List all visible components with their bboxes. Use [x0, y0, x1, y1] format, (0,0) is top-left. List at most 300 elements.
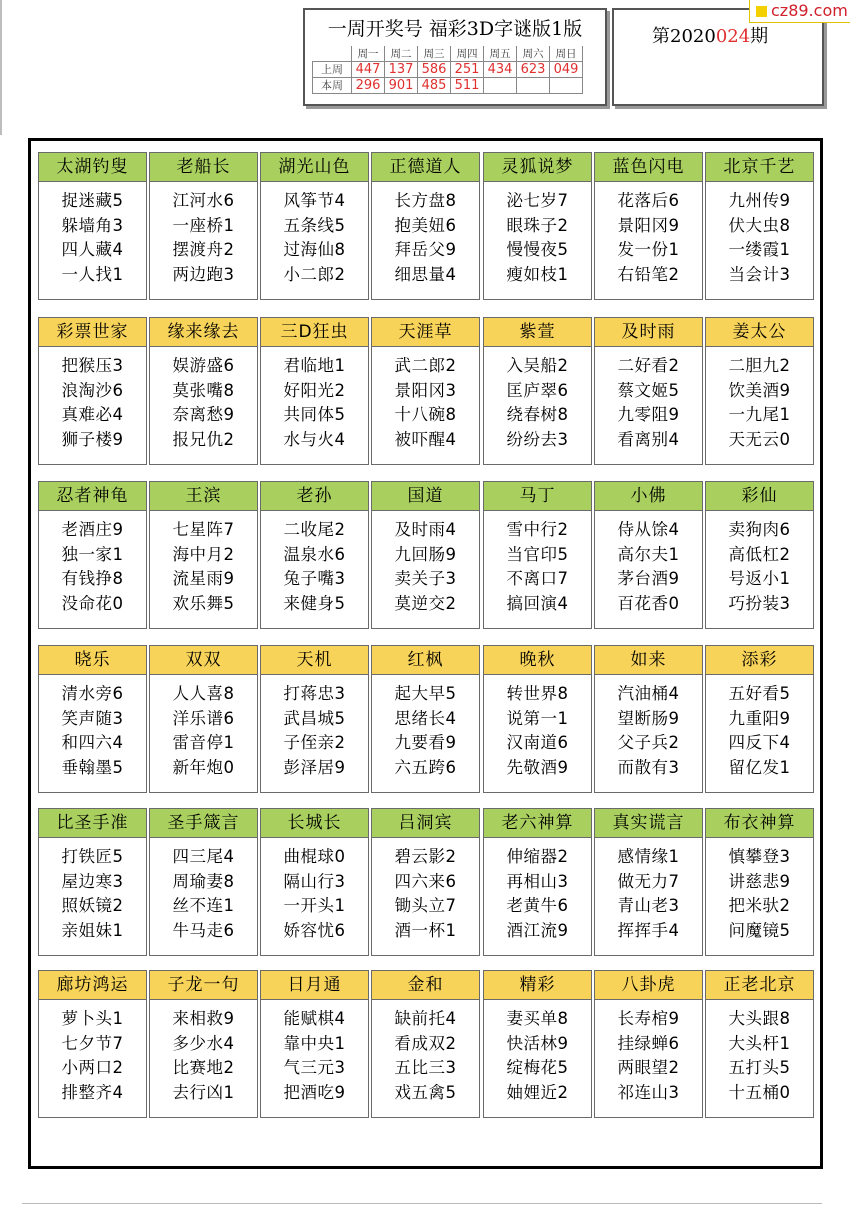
riddle-card: [483, 481, 592, 629]
riddle-card: [371, 808, 480, 956]
riddle-line: 酒江流9: [506, 920, 569, 940]
card-author: 双双: [150, 646, 257, 675]
riddle-line: 纷纷去3: [506, 429, 569, 449]
card-author: 日月通: [261, 971, 368, 1000]
riddle-line: 兔子嘴3: [283, 569, 346, 588]
riddle-line: 妻买单8: [506, 1009, 569, 1028]
card-riddle-list: [150, 189, 257, 287]
riddle-line: 排整齐4: [61, 1082, 124, 1102]
riddle-line: 景阳冈9: [617, 215, 680, 235]
riddle-line: 拜岳父9: [394, 240, 457, 259]
card-author: 八卦虎: [595, 971, 702, 1000]
riddle-card: [371, 481, 480, 629]
card-author: 精彩: [484, 971, 591, 1000]
riddle-card: [483, 152, 592, 300]
riddle-card: [371, 152, 480, 300]
card-riddle-list: [261, 682, 368, 780]
riddle-line: 望断肠9: [617, 708, 680, 728]
riddle-line: 锄头立7: [394, 896, 457, 915]
riddle-card: [149, 970, 258, 1118]
card-riddle-list: [484, 1007, 591, 1105]
card-author: 廊坊鸿运: [39, 971, 146, 1000]
riddle-card: [483, 808, 592, 956]
riddle-line: 奈离愁9: [172, 405, 235, 424]
card-author: 真实谎言: [595, 809, 702, 838]
card-riddle-list: [372, 518, 479, 616]
riddle-line: 七夕节7: [61, 1033, 124, 1053]
riddle-card: [705, 317, 814, 465]
card-author: 老船长: [150, 153, 257, 182]
riddle-line: 一九尾1: [728, 405, 791, 424]
draw-number: 623: [517, 62, 550, 78]
card-author: 晚秋: [484, 646, 591, 675]
riddle-line: 四三尾4: [172, 847, 235, 866]
riddle-line: 五打头5: [728, 1058, 791, 1077]
riddle-line: 两边跑3: [172, 264, 235, 284]
riddle-line: 一座桥1: [172, 215, 235, 235]
card-author: 天机: [261, 646, 368, 675]
riddle-line: 武昌城5: [283, 708, 346, 728]
card-riddle-list: [595, 354, 702, 452]
riddle-line: 酒一杯1: [394, 920, 457, 940]
riddle-line: 做无力7: [617, 871, 680, 891]
draw-number: 251: [451, 62, 484, 78]
riddle-line: 大头跟8: [728, 1009, 791, 1028]
riddle-line: 风筝节4: [283, 191, 346, 210]
riddle-line: 发一份1: [617, 240, 680, 259]
draw-number: 485: [418, 78, 451, 94]
riddle-line: 绕春树8: [506, 405, 569, 424]
card-author: 小佛: [595, 482, 702, 511]
card-author: 彩仙: [706, 482, 813, 511]
riddle-line: 当会计3: [728, 264, 791, 284]
riddle-line: 看成双2: [394, 1033, 457, 1053]
riddle-card: [260, 317, 369, 465]
day-header: 周日: [550, 46, 583, 62]
left-edge-rule: [0, 0, 2, 135]
riddle-card: [260, 808, 369, 956]
riddle-line: 小两口2: [61, 1058, 124, 1077]
riddle-line: 垂翰墨5: [61, 757, 124, 777]
card-author: 长城长: [261, 809, 368, 838]
card-author: 太湖钓叟: [39, 153, 146, 182]
riddle-line: 狮子楼9: [61, 429, 124, 449]
riddle-card: [38, 317, 147, 465]
card-riddle-list: [484, 189, 591, 287]
card-author: 子龙一句: [150, 971, 257, 1000]
riddle-line: 靠中央1: [283, 1033, 346, 1053]
card-riddle-list: [261, 845, 368, 943]
card-riddle-list: [372, 682, 479, 780]
riddle-line: 入吴船2: [506, 356, 569, 375]
riddle-line: 慎攀登3: [728, 847, 791, 866]
riddle-line: 匡庐翠6: [506, 380, 569, 400]
riddle-line: 摆渡舟2: [172, 240, 235, 259]
draw-number: 137: [385, 62, 418, 78]
riddle-line: 汽油桶4: [617, 684, 680, 703]
riddle-card: [260, 152, 369, 300]
card-riddle-list: [372, 189, 479, 287]
riddle-grid: [28, 138, 823, 1169]
riddle-line: 江河水6: [172, 191, 235, 210]
riddle-line: 莫张嘴8: [172, 380, 235, 400]
riddle-line: 六五跨6: [394, 757, 457, 777]
riddle-line: 挂绿蝉6: [617, 1033, 680, 1053]
riddle-line: 景阳冈3: [394, 380, 457, 400]
card-author: 正德道人: [372, 153, 479, 182]
day-header: 周四: [451, 46, 484, 62]
card-riddle-list: [150, 354, 257, 452]
riddle-line: 莫逆交2: [394, 593, 457, 613]
card-riddle-list: [595, 682, 702, 780]
card-riddle-list: [261, 518, 368, 616]
riddle-card: [705, 481, 814, 629]
riddle-card: [38, 481, 147, 629]
issue-prefix: 第2020: [652, 26, 716, 47]
riddle-card: [371, 970, 480, 1118]
draw-number: 447: [352, 62, 385, 78]
riddle-line: 说第一1: [506, 708, 569, 728]
riddle-line: 亲姐妹1: [61, 920, 124, 940]
card-riddle-list: [39, 845, 146, 943]
riddle-line: 巧扮装3: [728, 593, 791, 613]
card-author: 忍者神龟: [39, 482, 146, 511]
card-author: 北京千艺: [706, 153, 813, 182]
table-row-last-week: [313, 62, 583, 78]
riddle-line: 九州传9: [728, 191, 791, 210]
riddle-line: 不离口7: [506, 569, 569, 588]
riddle-line: 长方盘8: [394, 191, 457, 210]
riddle-line: 老酒庄9: [61, 520, 124, 539]
card-riddle-list: [484, 845, 591, 943]
riddle-line: 四人藏4: [61, 240, 124, 259]
riddle-line: 打蒋忠3: [283, 684, 346, 703]
riddle-line: 青山老3: [617, 896, 680, 915]
card-author: 红枫: [372, 646, 479, 675]
card-riddle-list: [39, 1007, 146, 1105]
draw-number: 434: [484, 62, 517, 78]
riddle-line: 先敬酒9: [506, 757, 569, 777]
riddle-card: [483, 317, 592, 465]
card-riddle-list: [261, 354, 368, 452]
card-riddle-list: [39, 354, 146, 452]
riddle-line: 子侄亲2: [283, 733, 346, 752]
riddle-line: 七星阵7: [172, 520, 235, 539]
riddle-line: 留亿发1: [728, 757, 791, 777]
riddle-line: 二好看2: [617, 356, 680, 375]
riddle-card: [260, 481, 369, 629]
riddle-line: 去行凶1: [172, 1082, 235, 1102]
card-author: 姜太公: [706, 318, 813, 347]
issue-number: [652, 22, 768, 48]
riddle-line: 海中月2: [172, 544, 235, 564]
card-riddle-list: [484, 682, 591, 780]
riddle-line: 当官印5: [506, 544, 569, 564]
card-author: 天涯草: [372, 318, 479, 347]
riddle-line: 百花香0: [617, 593, 680, 613]
riddle-line: 父子兵2: [617, 733, 680, 752]
card-riddle-list: [484, 518, 591, 616]
riddle-line: 两眼望2: [617, 1058, 680, 1077]
riddle-line: 多少水4: [172, 1033, 235, 1053]
riddle-line: 四六来6: [394, 871, 457, 891]
riddle-line: 牛马走6: [172, 920, 235, 940]
riddle-line: 好阳光2: [283, 380, 346, 400]
riddle-card: [38, 152, 147, 300]
riddle-card: [483, 645, 592, 793]
card-author: 金和: [372, 971, 479, 1000]
card-author: 布衣神算: [706, 809, 813, 838]
riddle-line: 伸缩器2: [506, 847, 569, 866]
riddle-line: 快活林9: [506, 1033, 569, 1053]
riddle-line: 把酒吃9: [283, 1082, 346, 1102]
table-row-this-week: [313, 78, 583, 94]
riddle-line: 绽梅花5: [506, 1058, 569, 1077]
riddle-line: 娇容忧6: [283, 920, 346, 940]
riddle-card: [260, 645, 369, 793]
card-riddle-list: [39, 682, 146, 780]
riddle-card: [260, 970, 369, 1118]
card-riddle-list: [150, 682, 257, 780]
riddle-line: 挥挥手4: [617, 920, 680, 940]
card-author: 缘来缘去: [150, 318, 257, 347]
card-riddle-list: [706, 189, 813, 287]
day-header: 周五: [484, 46, 517, 62]
riddle-line: 瘦如枝1: [506, 264, 569, 284]
riddle-line: 能赋棋4: [283, 1009, 346, 1028]
draw-number: [517, 78, 550, 94]
riddle-line: 饮美酒9: [728, 380, 791, 400]
riddle-line: 右铅笔2: [617, 264, 680, 284]
riddle-line: 祁连山3: [617, 1082, 680, 1102]
riddle-card: [371, 645, 480, 793]
riddle-line: 没命花0: [61, 593, 124, 613]
draw-number: [550, 78, 583, 94]
riddle-line: 武二郎2: [394, 356, 457, 375]
card-author: 及时雨: [595, 318, 702, 347]
riddle-line: 九零阻9: [617, 405, 680, 424]
riddle-card: [38, 645, 147, 793]
card-author: 老六神算: [484, 809, 591, 838]
card-riddle-list: [372, 1007, 479, 1105]
riddle-line: 娱游盛6: [172, 356, 235, 375]
riddle-line: 卖关子3: [394, 569, 457, 588]
riddle-line: 长寿棺9: [617, 1009, 680, 1028]
riddle-line: 泌七岁7: [506, 191, 569, 210]
riddle-line: 雪中行2: [506, 520, 569, 539]
riddle-line: 气三元3: [283, 1058, 346, 1077]
riddle-card: [705, 808, 814, 956]
riddle-line: 汉南道6: [506, 733, 569, 752]
weekly-draw-table: [312, 46, 583, 94]
card-author: 灵狐说梦: [484, 153, 591, 182]
riddle-line: 转世界8: [506, 684, 569, 703]
riddle-card: [38, 808, 147, 956]
riddle-line: 抱美妞6: [394, 215, 457, 235]
riddle-card: [594, 808, 703, 956]
riddle-card: [705, 970, 814, 1118]
day-header: 周二: [385, 46, 418, 62]
site-watermark[interactable]: [749, 0, 850, 23]
card-author: 三D狂虫: [261, 318, 368, 347]
card-riddle-list: [261, 189, 368, 287]
riddle-line: 一缕霞1: [728, 240, 791, 259]
riddle-line: 妯娌近2: [506, 1082, 569, 1102]
day-header: 周一: [352, 46, 385, 62]
site-name: cz89.com: [771, 1, 848, 20]
riddle-line: 共同体5: [283, 405, 346, 424]
riddle-line: 周瑜妻8: [172, 871, 235, 891]
riddle-line: 躲墙角3: [61, 215, 124, 235]
riddle-line: 感情缘1: [617, 847, 680, 866]
riddle-line: 把猴压3: [61, 356, 124, 375]
riddle-line: 讲慈悲9: [728, 871, 791, 891]
riddle-card: [149, 152, 258, 300]
card-author: 添彩: [706, 646, 813, 675]
riddle-line: 及时雨4: [394, 520, 457, 539]
riddle-line: 起大早5: [394, 684, 457, 703]
riddle-line: 四反下4: [728, 733, 791, 752]
riddle-line: 曲棍球0: [283, 847, 346, 866]
riddle-line: 人人喜8: [172, 684, 235, 703]
card-riddle-list: [706, 682, 813, 780]
riddle-line: 屋边寒3: [61, 871, 124, 891]
riddle-card: [149, 645, 258, 793]
card-riddle-list: [595, 845, 702, 943]
riddle-line: 照妖镜2: [61, 896, 124, 915]
riddle-line: 欢乐舞5: [172, 593, 235, 613]
riddle-card: [483, 970, 592, 1118]
day-header: 周六: [517, 46, 550, 62]
card-riddle-list: [150, 518, 257, 616]
table-header-row: [313, 46, 583, 62]
riddle-line: 五比三3: [394, 1058, 457, 1077]
day-header: 周三: [418, 46, 451, 62]
riddle-line: 问魔镜5: [728, 920, 791, 940]
card-riddle-list: [150, 1007, 257, 1105]
riddle-line: 水与火4: [283, 429, 346, 449]
card-author: 湖光山色: [261, 153, 368, 182]
riddle-line: 清水旁6: [61, 684, 124, 703]
riddle-line: 戏五禽5: [394, 1082, 457, 1102]
riddle-line: 把米驮2: [728, 896, 791, 915]
riddle-line: 浪淘沙6: [61, 380, 124, 400]
site-logo-icon: [756, 6, 767, 17]
riddle-line: 比赛地2: [172, 1058, 235, 1077]
riddle-line: 大头杆1: [728, 1033, 791, 1053]
riddle-line: 细思量4: [394, 264, 457, 284]
draw-number: 901: [385, 78, 418, 94]
riddle-line: 隔山行3: [283, 871, 346, 891]
riddle-line: 九重阳9: [728, 708, 791, 728]
card-author: 彩票世家: [39, 318, 146, 347]
riddle-line: 十八碗8: [394, 405, 457, 424]
riddle-line: 十五桶0: [728, 1082, 791, 1102]
riddle-line: 小二郎2: [283, 264, 346, 284]
card-riddle-list: [39, 189, 146, 287]
riddle-line: 报兄仇2: [172, 429, 235, 449]
riddle-card: [594, 970, 703, 1118]
riddle-line: 思绪长4: [394, 708, 457, 728]
card-author: 马丁: [484, 482, 591, 511]
riddle-line: 侍从馀4: [617, 520, 680, 539]
riddle-line: 二胆九2: [728, 356, 791, 375]
riddle-line: 君临地1: [283, 356, 346, 375]
panel-title: 一周开奖号 福彩3D字谜版1版: [327, 18, 583, 40]
riddle-card: [594, 481, 703, 629]
row-label: 上周: [313, 62, 352, 78]
draw-number: 511: [451, 78, 484, 94]
riddle-line: 碧云影2: [394, 847, 457, 866]
card-author: 国道: [372, 482, 479, 511]
card-author: 圣手箴言: [150, 809, 257, 838]
riddle-line: 缺前托4: [394, 1009, 457, 1028]
draw-number: 049: [550, 62, 583, 78]
riddle-line: 茅台酒9: [617, 569, 680, 588]
riddle-line: 高低杠2: [728, 544, 791, 564]
card-author: 如来: [595, 646, 702, 675]
riddle-line: 打铁匠5: [61, 847, 124, 866]
riddle-line: 来健身5: [283, 593, 346, 613]
riddle-line: 雷音停1: [172, 733, 235, 752]
card-riddle-list: [372, 845, 479, 943]
weekly-draw-panel: [303, 8, 607, 106]
riddle-line: 独一家1: [61, 544, 124, 564]
riddle-card: [705, 645, 814, 793]
card-author: 王滨: [150, 482, 257, 511]
card-riddle-list: [706, 845, 813, 943]
riddle-line: 伏大虫8: [728, 215, 791, 235]
riddle-line: 卖狗肉6: [728, 520, 791, 539]
draw-number: 586: [418, 62, 451, 78]
card-riddle-list: [595, 518, 702, 616]
riddle-line: 花落后6: [617, 191, 680, 210]
row-label: 本周: [313, 78, 352, 94]
riddle-line: 萝卜头1: [61, 1009, 124, 1028]
riddle-line: 真难必4: [61, 405, 124, 424]
riddle-line: 流星雨9: [172, 569, 235, 588]
riddle-line: 而散有3: [617, 757, 680, 777]
card-author: 紫萱: [484, 318, 591, 347]
riddle-line: 二收尾2: [283, 520, 346, 539]
riddle-line: 高尔夫1: [617, 544, 680, 564]
riddle-card: [594, 645, 703, 793]
card-author: 老孙: [261, 482, 368, 511]
draw-number: [484, 78, 517, 94]
riddle-line: 和四六4: [61, 733, 124, 752]
issue-suffix: 期: [750, 26, 769, 47]
riddle-line: 五条线5: [283, 215, 346, 235]
riddle-line: 蔡文姬5: [617, 380, 680, 400]
card-riddle-list: [150, 845, 257, 943]
riddle-line: 一开头1: [283, 896, 346, 915]
riddle-line: 彭泽居9: [283, 757, 346, 777]
card-riddle-list: [706, 1007, 813, 1105]
riddle-line: 搞回演4: [506, 593, 569, 613]
riddle-line: 一人找1: [61, 264, 124, 284]
riddle-line: 天无云0: [728, 429, 791, 449]
riddle-line: 丝不连1: [172, 896, 235, 915]
riddle-line: 老黄牛6: [506, 896, 569, 915]
riddle-line: 温泉水6: [283, 544, 346, 564]
riddle-line: 慢慢夜5: [506, 240, 569, 259]
riddle-card: [705, 152, 814, 300]
riddle-card: [149, 808, 258, 956]
riddle-line: 九要看9: [394, 733, 457, 752]
riddle-line: 号返小1: [728, 569, 791, 588]
riddle-card: [371, 317, 480, 465]
bottom-divider: [22, 1203, 822, 1204]
